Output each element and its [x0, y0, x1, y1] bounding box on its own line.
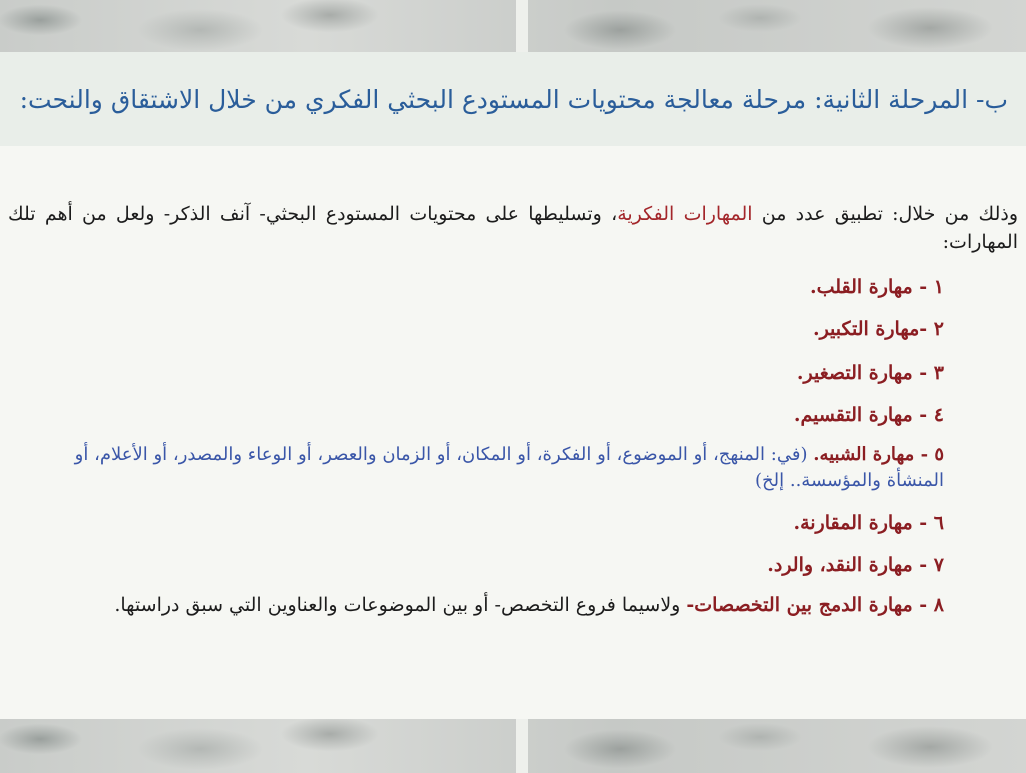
skill-6-label: ٦ - مهارة المقارنة. — [793, 512, 944, 534]
bottom-banner-divider — [516, 719, 528, 773]
skill-item-1 — [810, 276, 944, 298]
skill-5-note: (في: المنهج، أو الموضوع، أو الفكرة، أو المكان، أو الزمان والعصر، أو الوعاء والمصدر، أو الأعلام، أو المنشأة والمؤسسة.. إلخ) — [74, 444, 944, 491]
top-banner-divider — [516, 0, 528, 52]
intro-highlight: المهارات الفكرية — [617, 203, 753, 225]
top-decorative-banner — [0, 0, 1026, 52]
skill-5-label: ٥ - مهارة الشبيه. — [813, 444, 944, 465]
skill-item-5 — [12, 442, 1012, 494]
skill-item-8 — [114, 594, 944, 616]
intro-text-after: ، وتسليطها على محتويات المستودع البحثي- آنف الذكر- ولعل من أهم تلك المهارات: — [8, 203, 1018, 253]
skill-7-label: ٧ - مهارة النقد، والرد. — [767, 554, 944, 576]
skill-item-3 — [797, 362, 944, 384]
skill-4-label: ٤ - مهارة التقسيم. — [793, 404, 944, 426]
skill-item-2 — [813, 318, 944, 340]
skill-8-note: ولاسيما فروع التخصص- أو بين الموضوعات والعناوين التي سبق دراستها. — [114, 594, 687, 616]
intro-paragraph — [8, 200, 1018, 256]
skill-item-7 — [767, 554, 944, 576]
bottom-decorative-banner — [0, 719, 1026, 773]
intro-text-before: وذلك من خلال: تطبيق عدد من — [752, 203, 1018, 225]
section-header — [0, 52, 1026, 146]
skill-item-4 — [794, 404, 944, 426]
section-title: ب- المرحلة الثانية: مرحلة معالجة محتويات المستودع البحثي الفكري من خلال الاشتقاق والنحت: — [19, 84, 1008, 114]
skill-2-label: ٢ -مهارة التكبير. — [812, 318, 944, 340]
skill-8-label: ٨ - مهارة الدمج بين التخصصات- — [686, 594, 944, 616]
skill-item-6 — [793, 512, 944, 534]
skill-1-label: ١ - مهارة القلب. — [809, 276, 944, 298]
skill-3-label: ٣ - مهارة التصغير. — [796, 362, 944, 384]
